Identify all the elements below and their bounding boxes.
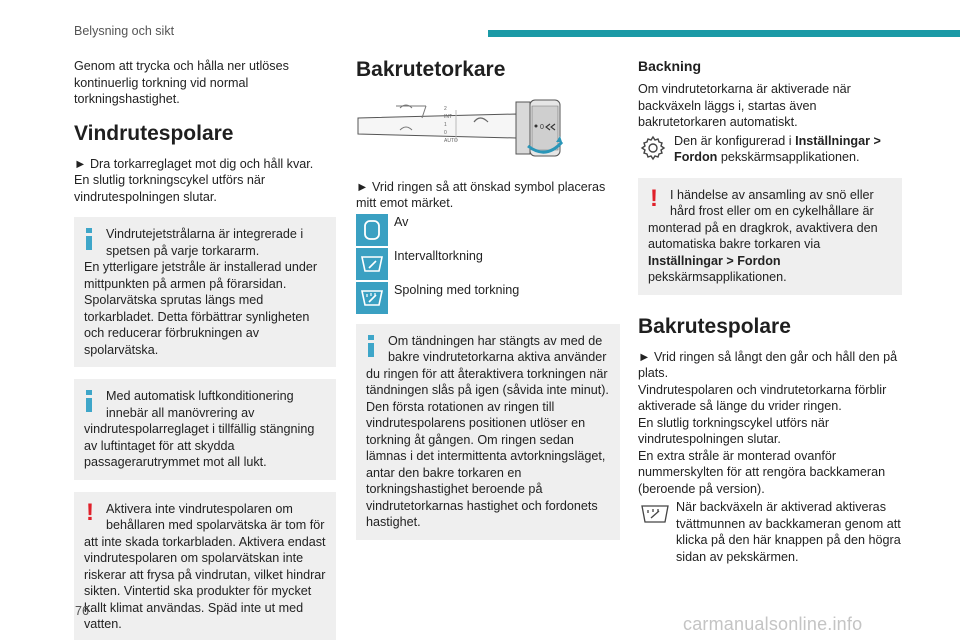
gear-icon [638,134,670,162]
stalk-label: INT [444,114,453,120]
column-right [638,58,902,565]
camera-note [638,499,902,565]
warning-box-snow [638,178,902,295]
header-accent-bar [488,30,960,37]
step-instruction: ► Vrid ringen så långt den går och håll den på plats. [638,349,898,380]
reversing-paragraph: Om vindrutetorkarna är aktiverade när backväxeln läggs i, startas även bakrutetorkaren automatiskt. [638,82,851,129]
info-icon [368,335,374,357]
step-instruction: ► Dra torkarreglaget mot dig och håll kvar. [74,156,314,171]
warning-icon: ! [650,184,658,212]
info-box-head-text: Vindrutejetstrålarna är integrerade i spetsen på varje torkararm. [106,227,304,258]
info-box-ignition [356,324,620,540]
warning-box-body-text: att inte skada torkarbladen. Aktivera endast vindrutespolaren om spolarvätskan inte riskerar att frysa på vindrutan, vilket hindrar sikten. Vintertid ska produkter för mycket kallt klimat användas. Späd inte ut med vatten. [84,534,326,631]
warning-icon: ! [86,498,94,526]
warning-box-washer [74,492,336,640]
column-middle [356,58,620,540]
mode-row-off [356,214,620,246]
header-title: Belysning och sikt [74,24,175,38]
stalk-label: 1 [444,122,447,128]
mode-row-wash [356,282,620,314]
mode-label-interval: Intervalltorkning [394,248,483,263]
info-box-jets [74,217,336,367]
column-left [74,58,336,640]
warning-box-head-text: I händelse av ansamling av snö eller hård frost eller om en cykelhållare är [670,187,874,218]
info-box-body-text: En ytterligare jetstråle är installerad under mittpunkten på armen på förarsidan. Spolarvätska sprutas längs med torkarbladet. Detta förbättrar synligheten och reducerar förbrukningen av spolarvätska. [84,260,318,357]
section-heading-vindrutespolare: Vindrutespolare [74,121,234,145]
svg-text:0: 0 [540,124,544,131]
rear-washer-paragraph: Vindrutespolaren och vindrutetorkarna förblir aktiverade så länge du vrider ringen. [638,382,887,413]
mode-row-interval [356,248,620,280]
camera-washer-icon [638,500,672,528]
settings-note [638,133,902,166]
step-continuation: En slutlig torkningscykel utförs när vindrutespolningen slutar. [74,173,266,204]
stalk-label: AUTO [444,138,458,144]
warning-box-body-text: monterad på en dragkrok, avaktivera den automatiska bakre torkaren via Inställningar > Fordon pekskärmsapplikationen. [648,220,878,284]
rear-wiper-interval-icon [356,248,388,280]
wiper-stalk-illustration [356,98,620,167]
info-box-body-text: vindrutespolarreglaget i tillfällig stängning av luftintaget för att skydda passagerarutrymmet mot all lukt. [84,422,315,469]
wiper-stalk-icon [356,98,568,162]
info-box-head-text: Med automatisk luftkonditionering innebär all manövrering av [106,389,294,420]
info-box-body-text: du ringen för att återaktivera torkningen när tändningen slås på igen (såvida inte minut). Den första rotationen av ringen till vindrutespolarens positionen utlöser en torkning åt gången. Om ringen sedan lämnas i det intermittenta avtorkningsläget, antar den bakre torkaren en torkningshastighet beroende på vindrutetorkarnas hastighet och fordonets hastighet. [366,366,609,529]
section-heading-bakrutespolare: Bakrutespolare [638,314,791,338]
rear-washer-paragraph: En slutlig torkningscykel utförs när vindrutespolningen slutar. [638,415,830,446]
info-box-aircon [74,379,336,480]
mode-label-wash: Spolning med torkning [394,282,520,297]
stalk-label: 2 [444,106,447,112]
settings-note-text: Den är konfigurerad i Inställningar > Fordon pekskärmsapplikationen. [674,133,881,164]
wiper-off-icon [356,214,388,246]
section-heading-backning: Backning [638,58,702,74]
warning-box-head-text: Aktivera inte vindrutespolaren om behållaren med spolarvätska är tom för [106,501,325,532]
camera-note-text: När backväxeln är aktiverad aktiveras tvättmunnen av backkameran genom att klicka på den här knappen på den högra sidan av pekskärmen. [676,500,901,564]
mode-label-off: Av [394,214,409,229]
stalk-label: 0 [444,130,447,136]
rear-washer-icon [356,282,388,314]
rear-washer-paragraph: En extra stråle är monterad ovanför nummerskylten för att rengöra backkameran (beroende på version). [638,448,886,496]
intro-paragraph: Genom att trycka och hålla ner utlöses kontinuerlig torkning vid normal torkningshastighet. [74,59,289,106]
info-icon [86,228,92,250]
step-instruction: ► Vrid ringen så att önskad symbol placeras mitt emot märket. [356,179,606,210]
section-heading-bakrutetorkare: Bakrutetorkare [356,58,506,81]
watermark: carmanualsonline.info [683,614,863,634]
info-box-head-text: Om tändningen har stängts av med de bakre vindrutetorkarna aktiva använder [388,333,607,364]
info-icon [86,390,92,412]
page-number: 76 [75,604,89,618]
